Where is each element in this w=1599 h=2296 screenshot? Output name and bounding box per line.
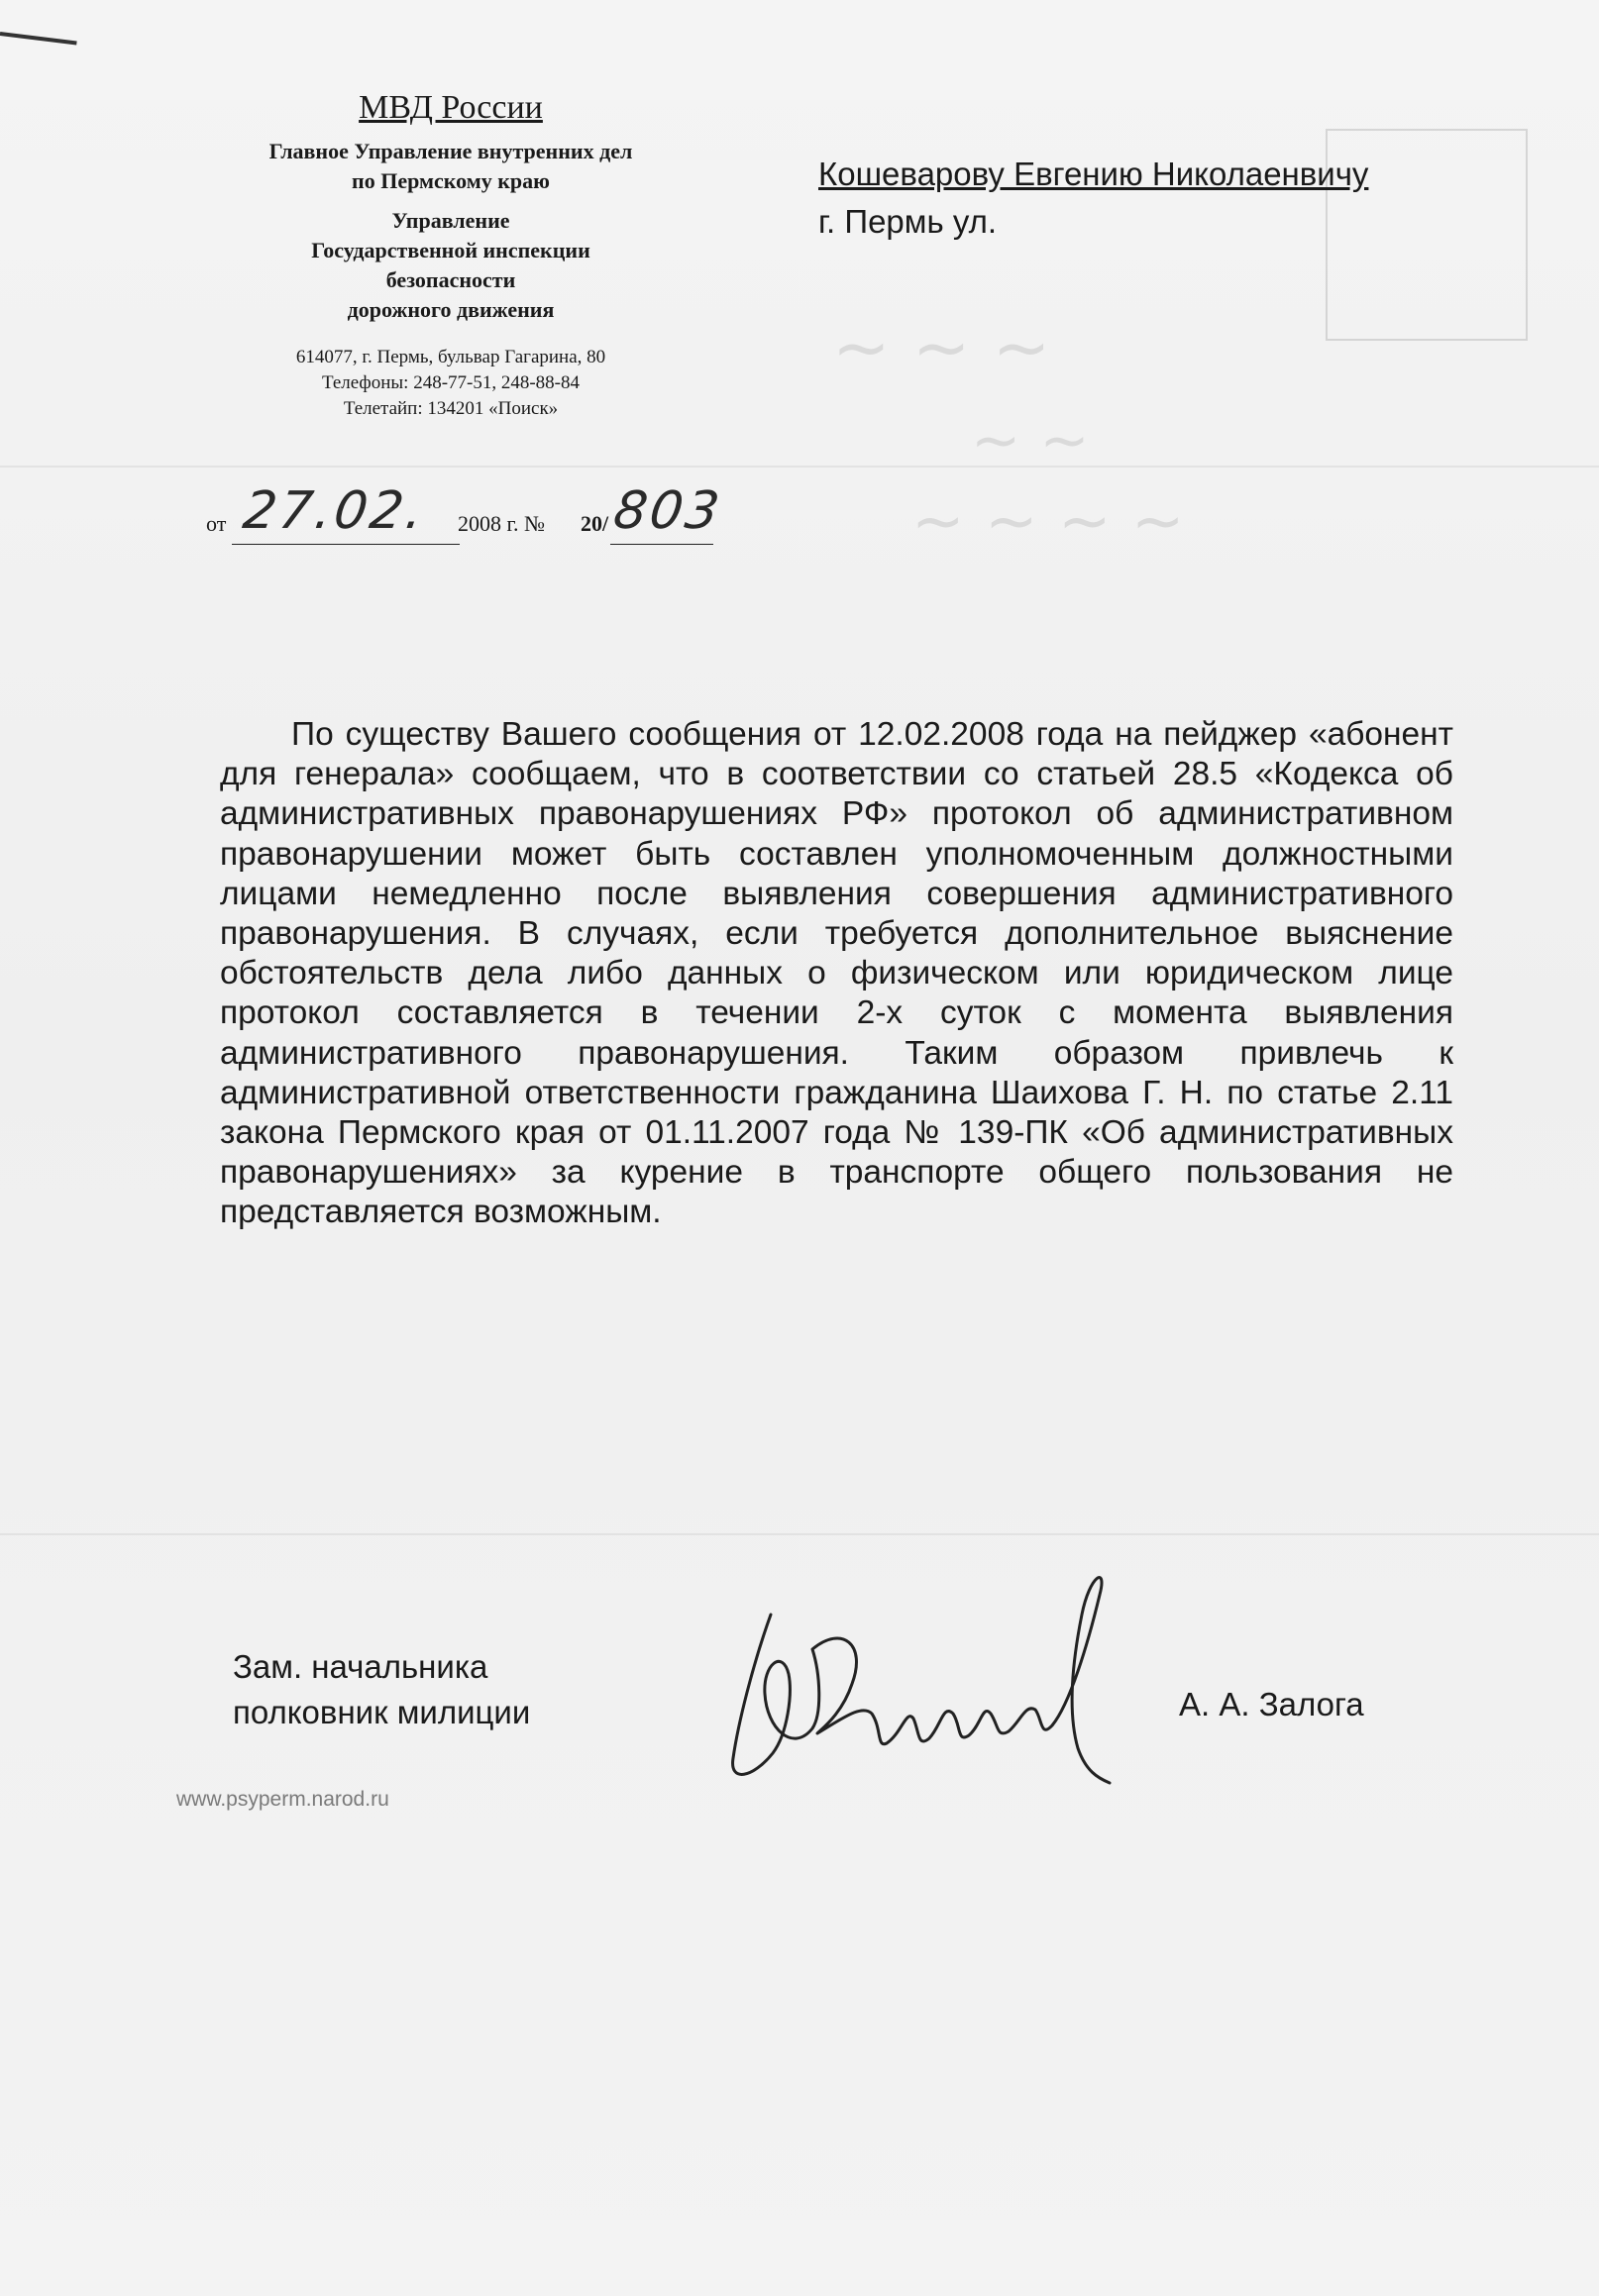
handwritten-number: 803	[609, 481, 726, 541]
department-line: по Пермскому краю	[352, 168, 550, 193]
department-line: дорожного движения	[347, 297, 555, 322]
signer-rank: полковник милиции	[233, 1694, 531, 1730]
number-underline	[610, 544, 713, 545]
signer-position: Зам. начальника	[233, 1648, 488, 1685]
bleed-through-handwriting: ~ ~ ~	[832, 307, 1051, 388]
phone-line: Телефоны: 248-77-51, 248-88-84	[321, 372, 581, 393]
department-line: Государственной инспекции	[311, 238, 590, 262]
bleed-through-handwriting: ~ ~	[971, 406, 1090, 475]
paper-fold-line	[0, 1533, 1599, 1535]
scan-edge-mark	[0, 32, 77, 45]
department-line: безопасности	[385, 267, 516, 292]
recipient-block	[818, 151, 1368, 246]
date-underline	[232, 544, 460, 545]
letterhead	[188, 89, 713, 422]
ministry-name: МВД России	[359, 89, 543, 126]
number-prefix: 20/	[581, 511, 609, 536]
teletype-line: Телетайп: 134201 «Поиск»	[343, 398, 559, 419]
department-line: Главное Управление внутренних дел	[268, 139, 633, 163]
signer-title	[233, 1644, 530, 1735]
website-watermark: www.psyperm.narod.ru	[176, 1788, 389, 1811]
recipient-address: г. Пермь ул.	[818, 203, 998, 240]
handwritten-date: 27.02.	[239, 481, 430, 541]
from-label: от	[206, 511, 227, 536]
address-line: 614077, г. Пермь, бульвар Гагарина, 80	[295, 347, 606, 367]
handwritten-signature	[693, 1555, 1169, 1813]
bleed-through-handwriting: ~ ~ ~ ~	[911, 485, 1185, 559]
recipient-name: Кошеварову Евгению Николаенвичу	[818, 156, 1369, 192]
bleed-through-area	[713, 59, 1565, 594]
signer-name: А. А. Залога	[1179, 1686, 1364, 1722]
registration-line	[206, 481, 726, 545]
year-label: 2008 г. №	[458, 511, 546, 536]
letter-body: По существу Вашего сообщения от 12.02.2008 года на пейджер «абонент для генерала» сообщаем, что в соответствии со статьей 28.5 «Кодекса об административных правонарушениях РФ» протокол об административном правонарушении может быть составлен уполномоченным должностными лицами немедленно после выявления совершения административного правонарушения. В случаях, если требуется дополнительное выяснение обстоятельств дела либо данных о физическом или юридическом лице протокол составляется в течении 2-х суток с момента выявления административного правонарушения. Таким образом привлечь к административной ответственности гражданина Шаихова Г. Н. по статье 2.11 закона Пермского края от 01.11.2007 года № 139-ПК «Об административных правонарушениях» за курение в транспорте общего пользования не представляется возможным.	[220, 716, 1453, 1231]
address-block	[188, 345, 713, 422]
department-line: Управление	[391, 208, 510, 233]
